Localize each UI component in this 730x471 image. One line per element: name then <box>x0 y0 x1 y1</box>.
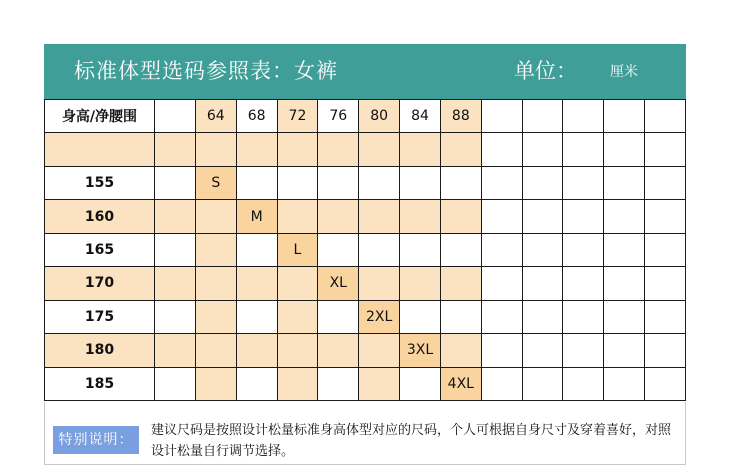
size-cell: L <box>277 233 318 266</box>
size-cell: M <box>236 200 277 233</box>
table-cell <box>645 200 686 233</box>
table-cell <box>195 133 236 166</box>
table-cell <box>481 166 522 199</box>
table-cell <box>359 200 400 233</box>
table-cell <box>645 267 686 300</box>
table-cell <box>604 334 645 367</box>
table-cell <box>522 133 563 166</box>
table-cell <box>604 133 645 166</box>
table-cell <box>563 133 604 166</box>
table-cell <box>359 166 400 199</box>
table-cell <box>563 300 604 333</box>
height-label: 185 <box>45 367 155 401</box>
table-cell <box>318 166 359 199</box>
table-cell <box>155 200 196 233</box>
size-cell: 3XL <box>400 334 441 367</box>
size-table <box>44 99 686 401</box>
table-cell <box>195 300 236 333</box>
table-cell <box>481 133 522 166</box>
table-cell <box>195 200 236 233</box>
table-cell <box>563 334 604 367</box>
table-cell <box>236 367 277 401</box>
table-cell <box>440 133 481 166</box>
waist-header-cell <box>522 100 563 133</box>
table-row <box>45 334 686 367</box>
table-cell <box>400 233 441 266</box>
table-cell <box>277 267 318 300</box>
table-cell <box>155 367 196 401</box>
table-cell <box>277 300 318 333</box>
table-cell <box>645 334 686 367</box>
table-cell <box>604 367 645 401</box>
table-cell <box>318 334 359 367</box>
table-cell <box>155 133 196 166</box>
unit-value: 厘米 <box>610 64 638 80</box>
table-cell <box>522 367 563 401</box>
waist-header-row <box>45 100 686 133</box>
table-cell <box>236 267 277 300</box>
chart-title: 标准体型选码参照表：女裤 <box>74 59 338 83</box>
table-cell <box>359 334 400 367</box>
table-cell <box>563 267 604 300</box>
table-cell <box>400 166 441 199</box>
table-cell <box>359 267 400 300</box>
table-cell <box>440 267 481 300</box>
table-cell <box>563 367 604 401</box>
waist-header-cell <box>563 100 604 133</box>
table-cell <box>522 200 563 233</box>
table-cell <box>236 233 277 266</box>
table-cell <box>481 300 522 333</box>
table-cell <box>522 334 563 367</box>
table-cell <box>236 300 277 333</box>
waist-header-cell: 88 <box>440 100 481 133</box>
waist-header-cell: 68 <box>236 100 277 133</box>
table-row <box>45 166 686 199</box>
table-cell <box>440 200 481 233</box>
waist-header-cell <box>604 100 645 133</box>
table-cell <box>277 133 318 166</box>
waist-header-cell: 76 <box>318 100 359 133</box>
table-cell <box>604 267 645 300</box>
table-cell <box>481 200 522 233</box>
table-row <box>45 267 686 300</box>
table-cell <box>481 367 522 401</box>
waist-header-cell <box>155 100 196 133</box>
table-cell <box>481 334 522 367</box>
table-cell <box>400 367 441 401</box>
note-badge: 特别说明： <box>53 426 139 454</box>
table-cell <box>440 166 481 199</box>
table-cell <box>604 233 645 266</box>
table-cell <box>645 166 686 199</box>
table-cell <box>155 166 196 199</box>
size-cell: 2XL <box>359 300 400 333</box>
table-cell <box>645 233 686 266</box>
table-cell <box>563 233 604 266</box>
note-text: 建议尺码是按照设计松量标准身高体型对应的尺码，个人可根据自身尺寸及穿着喜好，对照设计松量自行调节选择。 <box>151 423 672 459</box>
table-cell <box>440 300 481 333</box>
table-cell <box>318 367 359 401</box>
size-cell: XL <box>318 267 359 300</box>
height-label <box>45 133 155 166</box>
table-row <box>45 200 686 233</box>
table-cell <box>277 200 318 233</box>
table-cell <box>195 233 236 266</box>
table-cell <box>236 166 277 199</box>
table-cell <box>277 367 318 401</box>
table-cell <box>195 334 236 367</box>
table-cell <box>318 300 359 333</box>
table-cell <box>400 133 441 166</box>
unit-label: 单位： <box>514 59 577 83</box>
table-cell <box>236 334 277 367</box>
table-cell <box>604 300 645 333</box>
table-cell <box>400 267 441 300</box>
waist-header-cell: 80 <box>359 100 400 133</box>
table-row <box>45 133 686 166</box>
table-cell <box>277 334 318 367</box>
waist-header-cell: 84 <box>400 100 441 133</box>
chart-header <box>44 44 686 99</box>
table-cell <box>318 133 359 166</box>
table-row <box>45 300 686 333</box>
waist-header-cell: 72 <box>277 100 318 133</box>
table-cell <box>604 166 645 199</box>
table-cell <box>522 166 563 199</box>
table-cell <box>359 367 400 401</box>
table-cell <box>522 267 563 300</box>
waist-header-cell: 64 <box>195 100 236 133</box>
table-cell <box>522 233 563 266</box>
table-cell <box>195 367 236 401</box>
table-cell <box>155 267 196 300</box>
table-cell <box>645 133 686 166</box>
size-cell: 4XL <box>440 367 481 401</box>
table-cell <box>155 334 196 367</box>
table-cell <box>277 166 318 199</box>
waist-header-cell <box>645 100 686 133</box>
table-cell <box>481 267 522 300</box>
table-row <box>45 233 686 266</box>
table-cell <box>645 367 686 401</box>
table-cell <box>155 233 196 266</box>
table-cell <box>522 300 563 333</box>
table-cell <box>645 300 686 333</box>
corner-label: 身高/净腰围 <box>45 100 155 133</box>
table-cell <box>481 233 522 266</box>
height-label: 160 <box>45 200 155 233</box>
table-cell <box>604 200 645 233</box>
table-cell <box>400 200 441 233</box>
waist-header-cell <box>481 100 522 133</box>
table-cell <box>400 300 441 333</box>
table-cell <box>359 233 400 266</box>
height-label: 165 <box>45 233 155 266</box>
table-row <box>45 367 686 401</box>
table-cell <box>236 133 277 166</box>
table-cell <box>318 233 359 266</box>
height-label: 180 <box>45 334 155 367</box>
table-cell <box>563 166 604 199</box>
height-label: 175 <box>45 300 155 333</box>
special-note <box>44 402 686 465</box>
table-cell <box>440 233 481 266</box>
table-cell <box>440 334 481 367</box>
height-label: 155 <box>45 166 155 199</box>
size-cell: S <box>195 166 236 199</box>
table-cell <box>563 200 604 233</box>
table-cell <box>318 200 359 233</box>
table-cell <box>155 300 196 333</box>
table-cell <box>195 267 236 300</box>
table-cell <box>359 133 400 166</box>
height-label: 170 <box>45 267 155 300</box>
